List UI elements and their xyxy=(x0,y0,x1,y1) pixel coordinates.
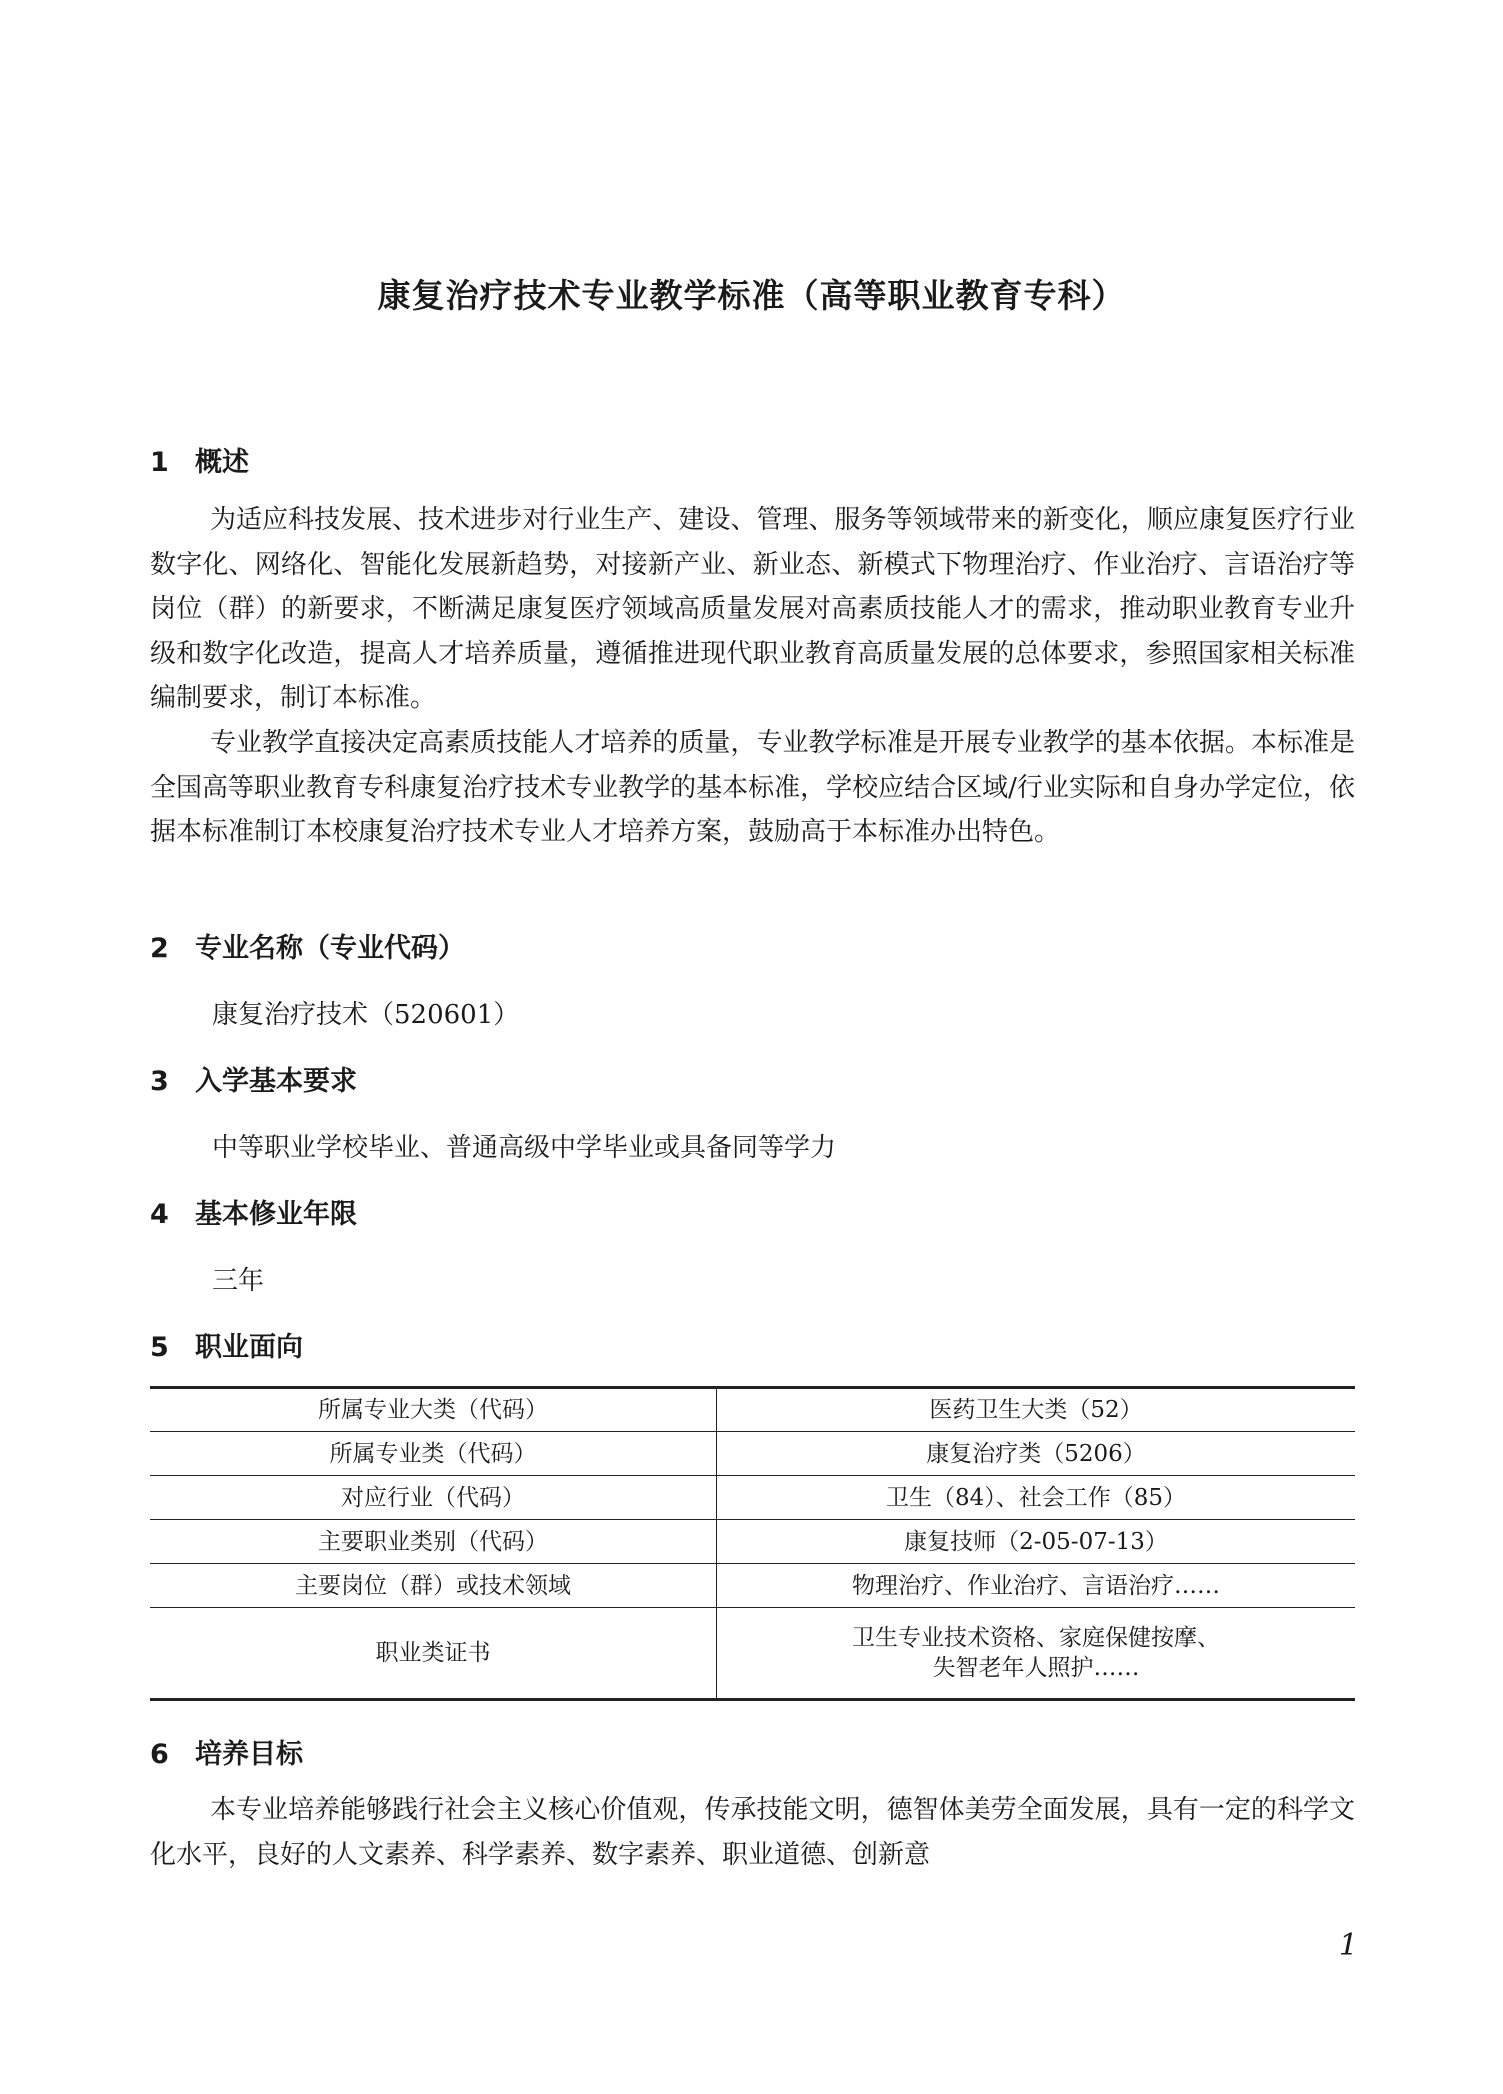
table-value-cell: 康复技师（2-05-07-13） xyxy=(717,1520,1356,1564)
table-row xyxy=(150,1476,1355,1520)
section-heading-admission xyxy=(150,1059,357,1098)
table-value-cell: 卫生（84）、社会工作（85） xyxy=(717,1476,1356,1520)
overview-paragraph-1: 为适应科技发展、技术进步对行业生产、建设、管理、服务等领域带来的新变化，顺应康复医疗行业数字化、网络化、智能化发展新趋势，对接新产业、新业态、新模式下物理治疗、作业治疗、言语治疗等岗位（群）的新要求，不断满足康复医疗领域高质量发展对高素质技能人才的需求，推动职业教育专业升级和数字化改造，提高人才培养质量，遵循推进现代职业教育高质量发展的总体要求，参照国家相关标准编制要求，制订本标准。 xyxy=(150,505,1355,713)
career-table xyxy=(150,1386,1355,1701)
table-value-cell xyxy=(717,1608,1356,1700)
table-row xyxy=(150,1564,1355,1608)
goal-paragraph: 本专业培养能够践行社会主义核心价值观，传承技能文明，德智体美劳全面发展，具有一定的科学文化水平，良好的人文素养、科学素养、数字素养、职业道德、创新意 xyxy=(150,1795,1355,1870)
page-number: 1 xyxy=(1338,1928,1358,1963)
page-title: 康复治疗技术专业教学标准（高等职业教育专科） xyxy=(377,276,1126,315)
overview-paragraph-2: 专业教学直接决定高素质技能人才培养的质量，专业教学标准是开展专业教学的基本依据。本标准是全国高等职业教育专科康复治疗技术专业教学的基本标准，学校应结合区域/行业实际和自身办学定位，依据本标准制订本校康复治疗技术专业人才培养方案，鼓励高于本标准办出特色。 xyxy=(150,728,1355,847)
section-number: 1 xyxy=(150,447,169,478)
section-heading-duration xyxy=(150,1192,357,1231)
table-row xyxy=(150,1520,1355,1564)
table-label-cell: 所属专业大类（代码） xyxy=(150,1388,717,1432)
table-row xyxy=(150,1388,1355,1432)
admission-text: 中等职业学校毕业、普通高级中学毕业或具备同等学力 xyxy=(212,1133,837,1163)
major-name-text: 康复治疗技术（520601） xyxy=(212,1000,520,1030)
section-heading-goal xyxy=(150,1732,303,1771)
section-heading-major-name xyxy=(150,926,465,965)
table-label-cell: 职业类证书 xyxy=(150,1608,717,1700)
table-value-cell: 医药卫生大类（52） xyxy=(717,1388,1356,1432)
table-label-cell: 主要岗位（群）或技术领域 xyxy=(150,1564,717,1608)
section-number: 6 xyxy=(150,1739,169,1770)
section-number: 4 xyxy=(150,1199,169,1230)
table-label-cell: 主要职业类别（代码） xyxy=(150,1520,717,1564)
duration-text: 三年 xyxy=(212,1266,265,1296)
section-title: 概述 xyxy=(195,447,249,478)
table-value-cell: 物理治疗、作业治疗、言语治疗…… xyxy=(717,1564,1356,1608)
section-number: 3 xyxy=(150,1066,169,1097)
table-row xyxy=(150,1432,1355,1476)
section-number: 2 xyxy=(150,933,169,964)
section-title: 职业面向 xyxy=(195,1332,303,1363)
section-title: 入学基本要求 xyxy=(195,1066,357,1097)
table-label-cell: 所属专业类（代码） xyxy=(150,1432,717,1476)
table-label-cell: 对应行业（代码） xyxy=(150,1476,717,1520)
section-title: 基本修业年限 xyxy=(195,1199,357,1230)
section-heading-career xyxy=(150,1325,303,1364)
section-number: 5 xyxy=(150,1332,169,1363)
certificate-line-1: 卫生专业技术资格、家庭保健按摩、 xyxy=(852,1625,1220,1651)
section-title: 专业名称（专业代码） xyxy=(195,933,465,964)
section-title: 培养目标 xyxy=(195,1739,303,1770)
table-row xyxy=(150,1608,1355,1700)
table-value-cell: 康复治疗类（5206） xyxy=(717,1432,1356,1476)
certificate-line-2: 失智老年人照护…… xyxy=(932,1655,1140,1681)
section-heading-overview xyxy=(150,440,249,479)
